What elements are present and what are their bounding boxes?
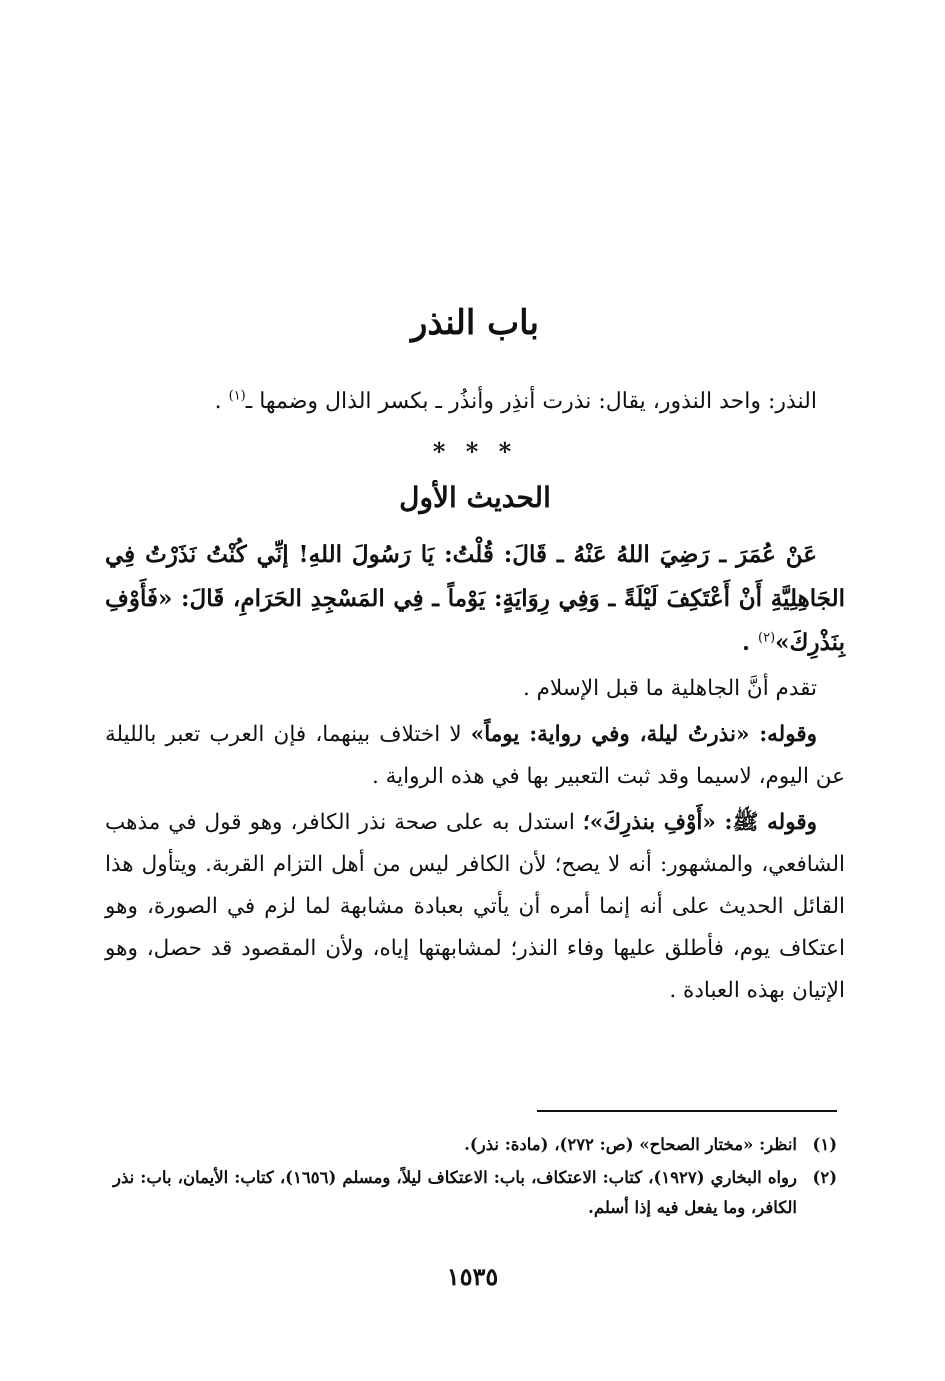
- commentary-paragraph-3: [105, 802, 845, 1012]
- footnote-number: (٢): [812, 1167, 837, 1187]
- chapter-title: باب النذر: [411, 303, 539, 343]
- main-content: [105, 300, 845, 1016]
- section-separator: * * *: [432, 437, 518, 467]
- hadith-end: .: [741, 628, 758, 656]
- paragraph-2-lead: وقوله: «نذرتُ ليلة، وفي رواية: يوماً»: [470, 722, 817, 748]
- hadith-text: [105, 533, 845, 664]
- paragraph-3-lead: وقوله ﷺ: «أَوْفِ بنذرِكَ»؛: [582, 810, 817, 836]
- intro-paragraph: [105, 382, 845, 422]
- paragraph-2-rest: لا اختلاف بينهما، فإن العرب تعبر بالليلة عن اليوم، لاسيما وقد ثبت التعبير بها في هذه الرواية .: [105, 722, 845, 790]
- footnote-ref-2[interactable]: (٢): [758, 630, 776, 646]
- footnote-text: انظر: «مختار الصحاح» (ص: ٢٧٢)، (مادة: نذر).: [464, 1135, 797, 1154]
- hadith-body: عَنْ عُمَرَ ـ رَضِيَ اللهُ عَنْهُ ـ قَالَ: قُلْتُ: يَا رَسُولَ اللهِ! إنِّي كُنْتُ نَذَرْتُ فِي الجَاهِلِيَّةِ أَنْ أَعْتَكِفَ لَيْلَةً ـ وَفِي رِوَايَةٍ: يَوْماً ـ فِي المَسْجِدِ الحَرَامِ، قَالَ: «فَأَوْفِ بِنَذْرِكَ»: [105, 541, 845, 656]
- footnote-text: رواه البخاري (١٩٢٧)، كتاب: الاعتكاف، باب: الاعتكاف ليلاً، ومسلم (١٦٥٦)، كتاب: الأيمان، باب: نذر الكافر، وما يفعل فيه إذا أسلم.: [113, 1167, 797, 1218]
- footnote-2: [113, 1163, 837, 1224]
- footnote-ref-1[interactable]: (١): [228, 388, 246, 404]
- intro-end: .: [214, 388, 229, 414]
- footnote-number: (١): [812, 1135, 837, 1154]
- footnotes-section: [113, 1130, 837, 1226]
- commentary-paragraph-1: تقدم أنَّ الجاهلية ما قبل الإسلام .: [523, 676, 817, 702]
- page-number: ١٥٣٥: [446, 1262, 499, 1291]
- commentary-paragraph-2: [105, 714, 845, 798]
- footnote-divider: [537, 1110, 837, 1112]
- intro-text: النذر: واحد النذور، يقال: نذرت أنذِر وأنذُر ـ بكسر الذال وضمها ـ: [245, 388, 817, 414]
- footnote-1: [113, 1130, 837, 1161]
- paragraph-3-rest: استدل به على صحة نذر الكافر، وهو قول في مذهب الشافعي، والمشهور: أنه لا يصح؛ لأن الكافر ليس من أهل التزام القربة. ويتأول هذا القائل الحديث على أنه إنما أمره أن يأتي بعبادة مشابهة لما لزم في الصورة، وهو اعتكاف يوم، فأطلق عليها وفاء النذر؛ لمشابهتها إياه، ولأن المقصود قد حصل، وهو الإتيان بهذه العبادة .: [105, 810, 845, 1003]
- hadith-title: الحديث الأول: [399, 481, 551, 515]
